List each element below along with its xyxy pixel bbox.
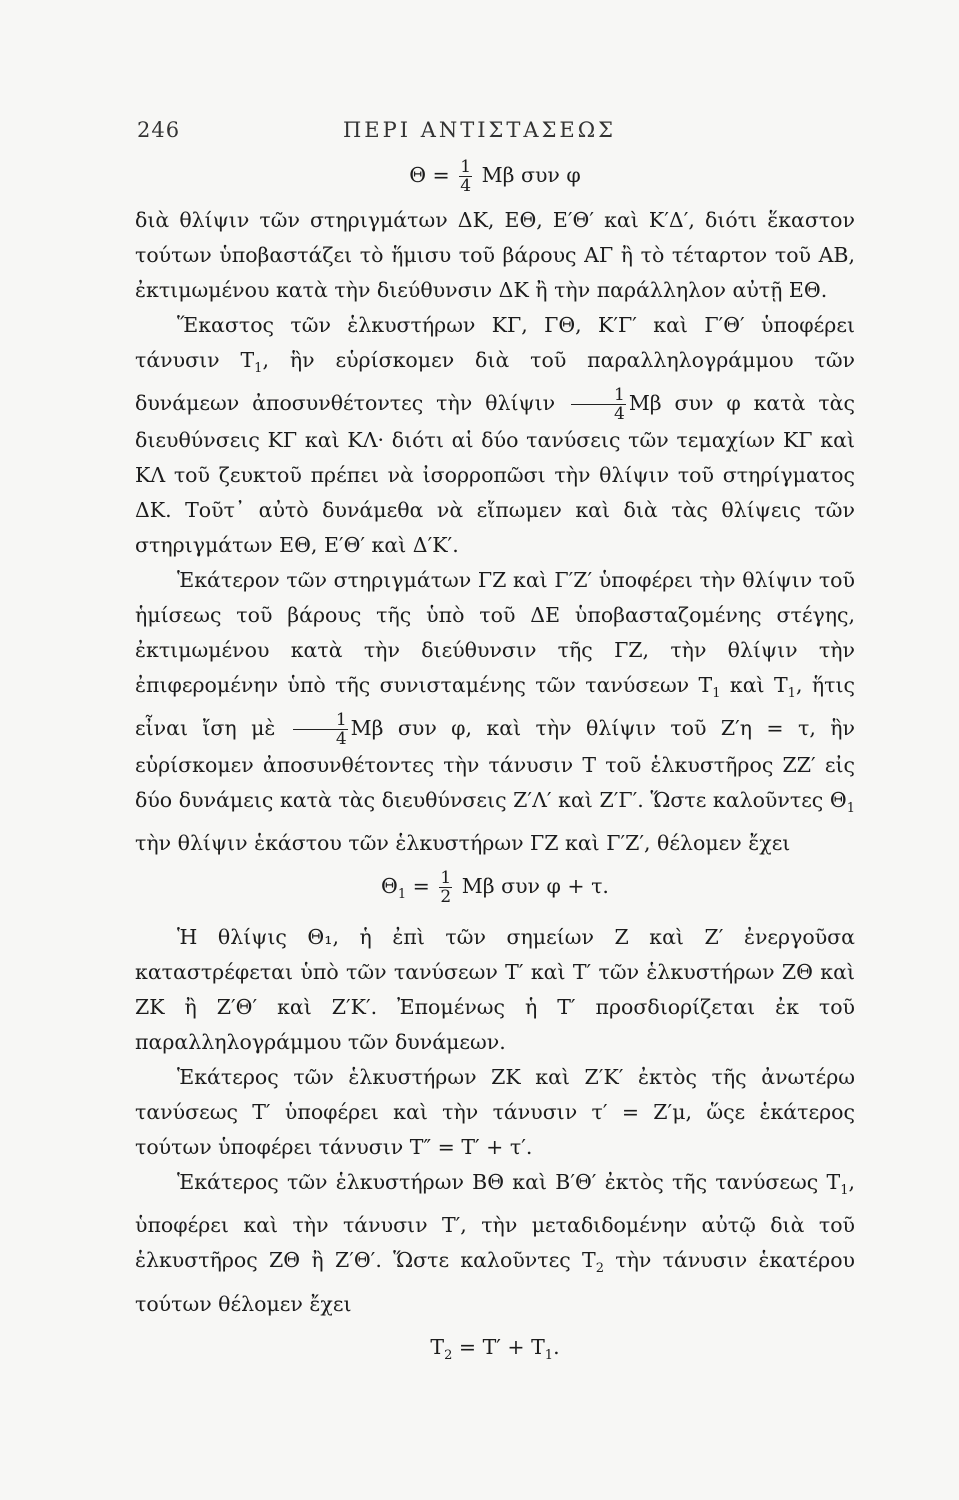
eq2-lhs: Θ: [381, 874, 398, 899]
p6-sub-a: 1: [840, 1183, 849, 1199]
page-body: [135, 150, 855, 1381]
paragraph-6: [135, 1165, 855, 1321]
eq2-fraction: [439, 869, 452, 906]
eq3-lhs: Τ: [430, 1334, 445, 1359]
p3-text-a: Ἑκάτερον τῶν στηριγμάτων ΓΖ καὶ Γ′Ζ′ ὑποφέρει τὴν θλίψιν τοῦ ἡμίσεως τοῦ βάρους τῆς ὑπὸ τοῦ ΔΕ ὑποβασταζομένης στέγης, ἐκτιμωμένου κατὰ τὴν διεύθυνσιν τῆς ΓΖ, τὴν θλίψιν τὴν ἐπιφερομένην ὑπὸ τῆς συνισταμένης τῶν τανύσεων Τ: [135, 568, 855, 698]
paragraph-4: Ἡ θλίψις Θ₁, ἡ ἐπὶ τῶν σημείων Ζ καὶ Ζ′ ἐνεργοῦσα καταστρέφεται ὑπὸ τῶν τανύσεων Τ′ καὶ Τ′ τῶν ἑλκυστήρων ΖΘ καὶ ΖΚ ἢ Ζ′Θ′ καὶ Ζ′Κ′. Ἐπομένως ἡ Τ′ προσδιορίζεται ἐκ τοῦ παραλληλογράμμου τῶν δυνάμεων.: [135, 925, 855, 1055]
running-title: ΠΕΡΙ ΑΝΤΙΣΤΑΣΕΩΣ: [342, 118, 617, 142]
eq1-fraction: [459, 158, 472, 195]
eq2-den: 2: [440, 887, 452, 908]
p3-fraction: [293, 711, 348, 748]
p3-text-e: τὴν θλίψιν ἑκάστου τῶν ἑλκυστήρων ΓΖ καὶ Γ′Ζ′, θέλομεν ἔχει: [135, 831, 791, 856]
p2-text-b: , ἣν εὑρίσκομεν διὰ τοῦ παραλληλογράμμου τῶν δυνάμεων ἀποσυνθέτοντες τὴν θλίψιν: [135, 348, 855, 416]
paragraph-3: [135, 563, 855, 861]
eq3-mid: = Τ′ + Τ: [452, 1334, 545, 1359]
p2-frac-num: 1: [571, 386, 626, 405]
p3-sub-d: 1: [846, 801, 855, 817]
eq1-lhs: Θ =: [409, 163, 450, 187]
paragraph-5: Ἑκάτερος τῶν ἑλκυστήρων ΖΚ καὶ Ζ′Κ′ ἐκτὸς τῆς ἀνωτέρω τανύσεως Τ′ ὑποφέρει καὶ τὴν τάνυσιν τ′ = Ζ′μ, ὥςε ἑκάτερος τούτων ὑποφέρει τάνυσιν Τ″ = Τ′ + τ′.: [135, 1065, 855, 1160]
equation-theta: [135, 150, 855, 203]
p2-text-a: Ἕκαστος τῶν ἑλκυστήρων ΚΓ, ΓΘ, Κ′Γ′ καὶ Γ′Θ′ ὑποφέρει τάνυσιν Τ: [135, 313, 855, 372]
p3-sub-a: 1: [712, 686, 721, 702]
p6-text-b: , ὑποφέρει καὶ τὴν τάνυσιν Τ′, τὴν μεταδιδομένην αὐτῷ διὰ τοῦ ἑλκυστῆρος ΖΘ ἢ Ζ′Θ′. Ὥστε καλοῦντες Τ: [135, 1170, 855, 1273]
equation-theta1: [135, 861, 855, 920]
p2-fraction: [571, 386, 626, 423]
p3-sub-b: 1: [787, 686, 796, 702]
eq1-num: 1: [460, 157, 472, 177]
p6-text-c: τὴν τάνυσιν ἑκατέρου τούτων θέλομεν ἔχει: [135, 1248, 855, 1316]
p3-text-d: Μβ συν φ, καὶ τὴν θλίψιν τοῦ Ζ′η = τ, ἣν εὑρίσκομεν ἀποσυνθέτοντες τὴν τάνυσιν Τ τοῦ ἑλκυστῆρος ΖΖ′ εἰς δύο δυνάμεις κατὰ τὰς διευθύνσεις Ζ′Λ′ καὶ Ζ′Γ′. Ὥστε καλοῦντες Θ: [135, 716, 855, 813]
p2-frac-den: 4: [613, 404, 625, 425]
eq2-lhs-sub: 1: [397, 887, 407, 903]
eq2-rhs: Μβ συν φ + τ.: [461, 874, 609, 899]
page-number: 246: [137, 118, 181, 142]
eq1-rhs: Μβ συν φ: [481, 163, 581, 187]
equation-t2: [135, 1322, 855, 1381]
eq3-lhs-sub: 2: [444, 1347, 453, 1363]
p3-text-b: καὶ Τ: [720, 673, 788, 698]
p3-text-c: , ἥτις εἶναι ἴση μὲ: [135, 673, 855, 741]
p6-sub-b: 2: [595, 1261, 604, 1277]
eq3-mid-sub: 1: [544, 1347, 554, 1363]
eq1-den: 4: [460, 176, 472, 196]
p3-frac-num: 1: [293, 711, 348, 730]
p6-text-a: Ἑκάτερος τῶν ἑλκυστήρων ΒΘ καὶ Β′Θ′ ἐκτὸς τῆς τανύσεως Τ: [177, 1170, 841, 1195]
p2-text-c: Μβ συν φ κατὰ τὰς διευθύνσεις ΚΓ καὶ ΚΛ· διότι αἱ δύο τανύσεις τῶν τεμαχίων ΚΓ καὶ ΚΛ τοῦ ζευκτοῦ πρέπει νὰ ἰσορροπῶσι τὴν θλίψιν τοῦ στηρίγματος ΔΚ. Τοῦτ᾽ αὐτὸ δυνάμεθα νὰ εἴπωμεν καὶ διὰ τὰς θλίψεις τῶν στηριγμάτων ΕΘ, Ε′Θ′ καὶ Δ′Κ′.: [135, 391, 855, 558]
paragraph-1: διὰ θλίψιν τῶν στηριγμάτων ΔΚ, ΕΘ, Ε′Θ′ καὶ Κ′Δ′, διότι ἕκαστον τούτων ὑποβαστάζει τὸ ἥμισυ τοῦ βάρους ΑΓ ἢ τὸ τέταρτον τοῦ ΑΒ, ἐκτιμωμένου κατὰ τὴν διεύθυνσιν ΔΚ ἢ τὴν παράλληλον αὐτῇ ΕΘ.: [135, 208, 855, 302]
eq2-eq: =: [406, 874, 430, 899]
p2-sub-a: 1: [254, 361, 263, 377]
eq3-end: .: [553, 1334, 560, 1359]
p3-frac-den: 4: [335, 729, 347, 750]
paragraph-2: [135, 308, 855, 563]
eq2-num: 1: [440, 868, 452, 889]
